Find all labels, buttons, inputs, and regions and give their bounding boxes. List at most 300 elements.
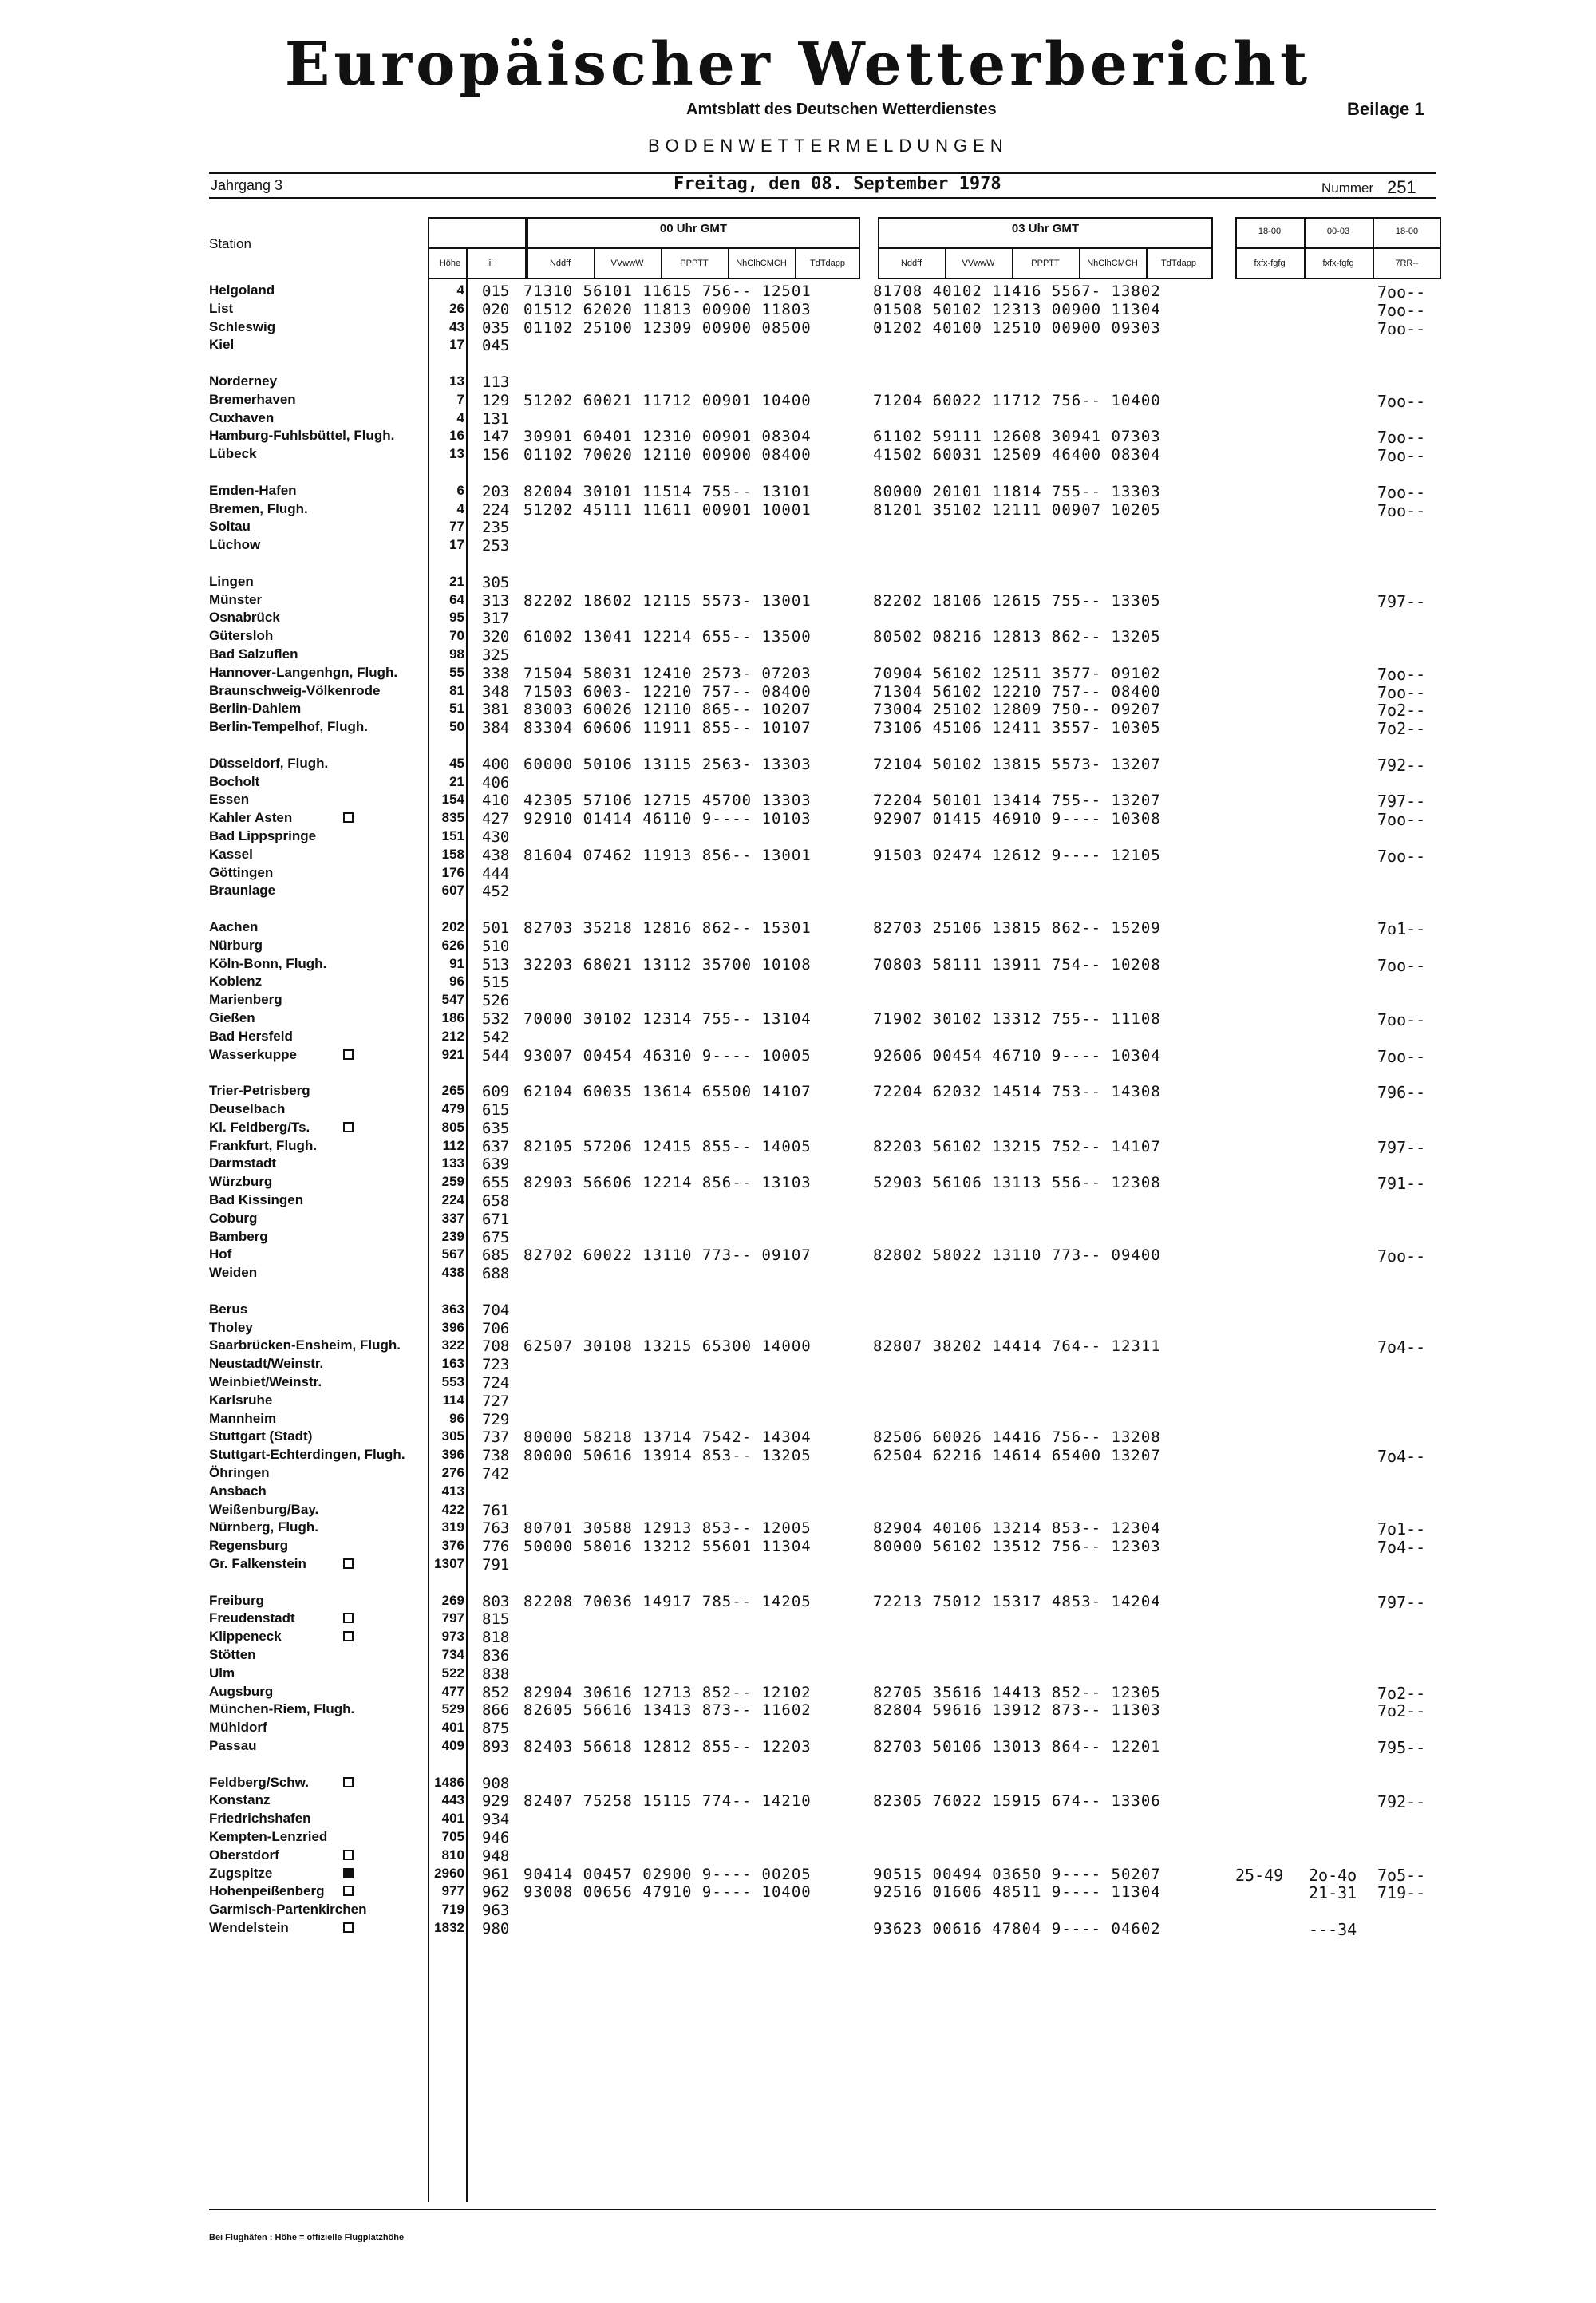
station-name: Oberstdorf — [209, 1847, 279, 1863]
station-number: 313 — [482, 591, 510, 610]
station-hoehe: 21 — [449, 773, 464, 789]
station-name: Hannover-Langenhgn, Flugh. — [209, 664, 398, 680]
station-number: 635 — [482, 1119, 510, 1137]
station-hoehe: 479 — [441, 1101, 464, 1116]
station-hoehe: 17 — [449, 337, 464, 353]
station-number: 675 — [482, 1228, 510, 1246]
station-name: Saarbrücken-Ensheim, Flugh. — [209, 1337, 401, 1353]
obs-03utc: 82703 50106 13013 864-- 12201 — [873, 1738, 1161, 1756]
station-hoehe: 163 — [441, 1356, 464, 1372]
station-row — [0, 810, 1596, 828]
station-name: Bad Lippspringe — [209, 828, 317, 843]
station-name: Passau — [209, 1738, 257, 1753]
station-number: 803 — [482, 1592, 510, 1610]
station-row — [0, 756, 1596, 774]
column-header: Nddff — [549, 259, 571, 268]
column-header: TdTdapp — [809, 259, 846, 268]
jahrgang: Jahrgang 3 — [211, 177, 283, 193]
station-row — [0, 1738, 1596, 1756]
precip-7rr: 7oo-- — [1377, 428, 1426, 448]
station-hoehe: 305 — [441, 1428, 464, 1444]
open-square-icon — [343, 1631, 354, 1641]
report-title: Europäischer Wetterbericht — [284, 30, 1312, 99]
station-name: Aachen — [209, 919, 259, 934]
hdr-divider — [527, 247, 860, 249]
station-row — [0, 938, 1596, 956]
station-number: 438 — [482, 846, 510, 864]
precip-7rr: 7o2-- — [1377, 1701, 1426, 1721]
station-hoehe: 112 — [442, 1137, 464, 1153]
station-row — [0, 719, 1596, 737]
obs-00utc: 42305 57106 12715 45700 13303 — [523, 792, 812, 810]
station-name: Öhringen — [209, 1465, 270, 1480]
station-hoehe: 1832 — [434, 1920, 464, 1935]
gust-00-03: ---34 — [1309, 1920, 1357, 1939]
obs-00utc: 82903 56606 12214 856-- 13103 — [523, 1174, 812, 1192]
column-header: fxfx-fgfg — [1254, 259, 1286, 268]
obs-03utc: 72213 75012 15317 4853- 14204 — [873, 1592, 1161, 1610]
station-row — [0, 919, 1596, 938]
precip-7rr: 797-- — [1377, 1592, 1426, 1612]
group03-title: 03 Uhr GMT — [1011, 222, 1080, 235]
station-hoehe: 4 — [456, 409, 464, 425]
station-row — [0, 301, 1596, 319]
station-name: Koblenz — [209, 974, 263, 990]
station-name: Düsseldorf, Flugh. — [209, 755, 329, 771]
precip-7rr: 7oo-- — [1377, 318, 1426, 338]
obs-00utc: 01102 25100 12309 00900 08500 — [523, 318, 812, 337]
station-name: München-Riem, Flugh. — [209, 1701, 355, 1717]
obs-03utc: 82202 18106 12615 755-- 13305 — [873, 591, 1161, 610]
open-square-icon — [343, 812, 354, 823]
precip-7rr: 7oo-- — [1377, 391, 1426, 411]
station-hoehe: 95 — [449, 610, 464, 626]
gust-18-00: 25-49 — [1235, 1865, 1284, 1885]
precip-7rr: 7oo-- — [1377, 282, 1426, 302]
station-number: 513 — [482, 955, 510, 974]
station-number: 501 — [482, 919, 510, 937]
station-row — [0, 1665, 1596, 1684]
station-hoehe: 322 — [441, 1337, 464, 1353]
station-row — [0, 974, 1596, 992]
station-row — [0, 792, 1596, 810]
station-number: 156 — [482, 446, 510, 464]
station-number: 113 — [482, 373, 510, 391]
station-hoehe: 6 — [456, 482, 464, 498]
station-name: Gütersloh — [209, 628, 274, 644]
station-hoehe: 1307 — [434, 1556, 464, 1571]
station-number: 131 — [482, 409, 510, 428]
hdr-divider — [878, 247, 1213, 249]
station-name: Kassel — [209, 846, 253, 862]
column-header: VVwwW — [962, 259, 995, 268]
station-name: Ulm — [209, 1665, 235, 1681]
obs-00utc: 32203 68021 13112 35700 10108 — [523, 955, 812, 974]
station-number: 147 — [482, 428, 510, 446]
station-number: 655 — [482, 1174, 510, 1192]
station-number: 203 — [482, 482, 510, 500]
station-hoehe: 45 — [449, 755, 464, 771]
station-hoehe: 21 — [449, 573, 464, 589]
station-number: 836 — [482, 1647, 510, 1665]
obs-00utc: 80701 30588 12913 853-- 12005 — [523, 1519, 812, 1538]
station-row — [0, 1829, 1596, 1847]
precip-7rr: 7oo-- — [1377, 1246, 1426, 1266]
station-number: 400 — [482, 755, 510, 773]
station-hoehe: 409 — [441, 1738, 464, 1753]
station-hoehe: 1486 — [434, 1774, 464, 1790]
obs-03utc: 01508 50102 12313 00900 11304 — [873, 300, 1161, 318]
station-number: 724 — [482, 1374, 510, 1392]
station-hoehe: 522 — [441, 1665, 464, 1681]
station-hoehe: 553 — [441, 1374, 464, 1389]
open-square-icon — [343, 1049, 354, 1060]
station-number: 963 — [482, 1902, 510, 1920]
station-name: Bad Kissingen — [209, 1192, 304, 1207]
station-row — [0, 1883, 1596, 1902]
precip-7rr: 7oo-- — [1377, 1046, 1426, 1066]
obs-03utc: 82705 35616 14413 852-- 12305 — [873, 1683, 1161, 1701]
station-number: 020 — [482, 300, 510, 318]
station-number: 729 — [482, 1410, 510, 1428]
obs-00utc: 80000 50616 13914 853-- 13205 — [523, 1447, 812, 1465]
station-name: Bocholt — [209, 773, 260, 789]
filled-square-icon — [343, 1868, 354, 1878]
station-name: Augsburg — [209, 1683, 274, 1699]
report-subtitle: Amtsblatt des Deutschen Wetterdienstes — [686, 101, 997, 118]
station-number: 727 — [482, 1392, 510, 1410]
station-number: 609 — [482, 1083, 510, 1101]
station-name: Nürburg — [209, 937, 263, 953]
station-name: Weinbiet/Weinstr. — [209, 1374, 322, 1389]
station-name: Wendelstein — [209, 1920, 289, 1935]
station-hoehe: 239 — [441, 1228, 464, 1244]
station-name: Braunlage — [209, 883, 276, 899]
station-hoehe: 805 — [441, 1119, 464, 1135]
obs-00utc: 82407 75258 15115 774-- 14210 — [523, 1792, 812, 1811]
precip-7rr: 792-- — [1377, 755, 1426, 775]
precip-7rr: 7o1-- — [1377, 919, 1426, 938]
station-name: Friedrichshafen — [209, 1811, 311, 1827]
obs-00utc: 93007 00454 46310 9---- 10005 — [523, 1046, 812, 1065]
station-hoehe: 547 — [441, 992, 464, 1008]
station-number: 325 — [482, 646, 510, 664]
station-hoehe: 7 — [456, 391, 464, 407]
obs-00utc: 82702 60022 13110 773-- 09107 — [523, 1246, 812, 1265]
obs-03utc: 80502 08216 12813 862-- 13205 — [873, 628, 1161, 646]
station-row — [0, 428, 1596, 446]
obs-00utc: 82904 30616 12713 852-- 12102 — [523, 1683, 812, 1701]
obs-03utc: 82802 58022 13110 773-- 09400 — [873, 1246, 1161, 1265]
station-number: 637 — [482, 1137, 510, 1155]
station-hoehe: 797 — [441, 1610, 464, 1626]
station-hoehe: 70 — [449, 628, 464, 644]
station-row — [0, 1847, 1596, 1866]
open-square-icon — [343, 1922, 354, 1933]
station-row — [0, 1211, 1596, 1229]
station-number: 761 — [482, 1501, 510, 1519]
station-row — [0, 446, 1596, 464]
station-row — [0, 1192, 1596, 1211]
station-row — [0, 865, 1596, 883]
station-row — [0, 501, 1596, 519]
station-number: 776 — [482, 1538, 510, 1556]
obs-00utc: 71310 56101 11615 756-- 12501 — [523, 282, 812, 300]
station-name: Lübeck — [209, 446, 257, 462]
column-header: PPPTT — [1031, 259, 1060, 268]
station-row — [0, 1083, 1596, 1101]
obs-00utc: 60000 50106 13115 2563- 13303 — [523, 755, 812, 773]
obs-00utc: 82105 57206 12415 855-- 14005 — [523, 1137, 812, 1155]
column-header: TdTdapp — [1160, 259, 1197, 268]
precip-7rr: 7o4-- — [1377, 1337, 1426, 1357]
station-name: Kl. Feldberg/Ts. — [209, 1119, 310, 1135]
station-name: Würzburg — [209, 1174, 273, 1190]
station-number: 615 — [482, 1101, 510, 1119]
station-name: Weiden — [209, 1265, 258, 1281]
station-row — [0, 1101, 1596, 1120]
precip-7rr: 7oo-- — [1377, 664, 1426, 684]
station-hoehe: 265 — [441, 1083, 464, 1099]
station-number: 639 — [482, 1155, 510, 1174]
station-hoehe: 96 — [449, 974, 464, 990]
station-number: 763 — [482, 1519, 510, 1538]
station-name: Marienberg — [209, 992, 282, 1008]
station-name: List — [209, 300, 234, 316]
station-row — [0, 1374, 1596, 1392]
precip-7rr: 7o4-- — [1377, 1538, 1426, 1558]
station-hoehe: 151 — [441, 828, 464, 843]
obs-03utc: 91503 02474 12612 9---- 12105 — [873, 846, 1161, 864]
station-number: 934 — [482, 1811, 510, 1829]
station-name: Stuttgart-Echterdingen, Flugh. — [209, 1447, 405, 1463]
station-hoehe: 438 — [441, 1265, 464, 1281]
station-hoehe: 376 — [441, 1538, 464, 1554]
station-row — [0, 1265, 1596, 1283]
precip-7rr: 7o1-- — [1377, 1519, 1426, 1539]
station-row — [0, 1519, 1596, 1538]
station-hoehe: 158 — [441, 846, 464, 862]
station-name: Kempten-Lenzried — [209, 1829, 328, 1844]
station-row — [0, 1902, 1596, 1920]
station-number: 688 — [482, 1265, 510, 1283]
station-name: Lingen — [209, 573, 254, 589]
station-name: Braunschweig-Völkenrode — [209, 682, 381, 698]
station-hoehe: 55 — [449, 664, 464, 680]
station-row — [0, 1610, 1596, 1629]
station-name: Nürnberg, Flugh. — [209, 1519, 318, 1535]
precip-7rr: 7oo-- — [1377, 810, 1426, 830]
precip-7rr: 7o4-- — [1377, 1447, 1426, 1467]
station-name: Emden-Hafen — [209, 482, 297, 498]
station-name: Kiel — [209, 337, 235, 353]
column-header: 18-00 — [1258, 227, 1282, 236]
station-name: Ansbach — [209, 1483, 267, 1499]
precip-7rr: 797-- — [1377, 1137, 1426, 1157]
obs-00utc: 62104 60035 13614 65500 14107 — [523, 1083, 812, 1101]
station-name: Schleswig — [209, 318, 276, 334]
station-row — [0, 483, 1596, 501]
station-name: Cuxhaven — [209, 409, 275, 425]
station-name: Tholey — [209, 1319, 253, 1335]
obs-00utc: 82208 70036 14917 785-- 14205 — [523, 1592, 812, 1610]
station-hoehe: 567 — [441, 1246, 464, 1262]
station-number: 737 — [482, 1428, 510, 1447]
station-hoehe: 64 — [449, 591, 464, 607]
obs-03utc: 72204 62032 14514 753-- 14308 — [873, 1083, 1161, 1101]
precip-7rr: 7oo-- — [1377, 300, 1426, 320]
obs-03utc: 90515 00494 03650 9---- 50207 — [873, 1865, 1161, 1883]
station-hoehe: 43 — [449, 318, 464, 334]
station-name: Köln-Bonn, Flugh. — [209, 955, 327, 971]
station-hoehe: 973 — [441, 1629, 464, 1645]
station-hoehe: 114 — [442, 1392, 464, 1408]
station-name: Osnabrück — [209, 610, 280, 626]
station-number: 658 — [482, 1192, 510, 1210]
station-row — [0, 847, 1596, 865]
obs-00utc: 83003 60026 12110 865-- 10207 — [523, 701, 812, 719]
station-name: Garmisch-Partenkirchen — [209, 1902, 367, 1918]
station-hoehe: 26 — [449, 300, 464, 316]
station-row — [0, 665, 1596, 683]
station-name: Berus — [209, 1301, 248, 1317]
station-hoehe: 276 — [441, 1465, 464, 1480]
precip-7rr: 7oo-- — [1377, 446, 1426, 466]
open-square-icon — [343, 1850, 354, 1860]
station-hoehe: 51 — [449, 701, 464, 717]
station-name: Kahler Asten — [209, 810, 293, 826]
station-hoehe: 224 — [441, 1192, 464, 1207]
column-header: fxfx-fgfg — [1322, 259, 1354, 268]
station-name: Lüchow — [209, 537, 261, 553]
header-rule — [209, 197, 1436, 199]
station-hoehe: 626 — [441, 937, 464, 953]
iii-header: iii — [487, 259, 493, 268]
station-row — [0, 537, 1596, 555]
station-number: 866 — [482, 1701, 510, 1720]
precip-7rr: 797-- — [1377, 792, 1426, 812]
station-name: Karlsruhe — [209, 1392, 273, 1408]
station-hoehe: 13 — [449, 373, 464, 389]
station-hoehe: 133 — [441, 1155, 464, 1171]
station-name: Bremen, Flugh. — [209, 500, 308, 516]
obs-03utc: 82807 38202 14414 764-- 12311 — [873, 1337, 1161, 1356]
station-hoehe: 401 — [441, 1720, 464, 1736]
station-row — [0, 282, 1596, 301]
station-row — [0, 1229, 1596, 1247]
station-number: 791 — [482, 1556, 510, 1574]
station-name: Helgoland — [209, 282, 275, 298]
obs-03utc: 82904 40106 13214 853-- 12304 — [873, 1519, 1161, 1538]
station-hoehe: 810 — [441, 1847, 464, 1863]
station-row — [0, 1174, 1596, 1192]
precip-7rr: 7oo-- — [1377, 682, 1426, 702]
station-row — [0, 1337, 1596, 1356]
obs-00utc: 92910 01414 46110 9---- 10103 — [523, 810, 812, 828]
precip-7rr: 791-- — [1377, 1174, 1426, 1194]
station-hoehe: 91 — [449, 955, 464, 971]
station-hoehe: 977 — [441, 1883, 464, 1899]
hdr-divider — [1235, 247, 1441, 249]
station-number: 452 — [482, 883, 510, 901]
station-name: Hohenpeißenberg — [209, 1883, 325, 1899]
obs-00utc: 50000 58016 13212 55601 11304 — [523, 1538, 812, 1556]
station-number: 430 — [482, 828, 510, 846]
station-number: 305 — [482, 573, 510, 591]
station-row — [0, 1010, 1596, 1029]
station-row — [0, 1302, 1596, 1320]
station-number: 045 — [482, 337, 510, 355]
station-row — [0, 1792, 1596, 1811]
section-title: BODENWETTERMELDUNGEN — [648, 136, 1009, 156]
station-number: 035 — [482, 318, 510, 337]
station-row — [0, 373, 1596, 392]
station-row — [0, 1720, 1596, 1738]
station-name: Bad Salzuflen — [209, 646, 298, 662]
footnote: Bei Flughäfen : Höhe = offizielle Flugplatzhöhe — [209, 2233, 405, 2242]
station-name: Freiburg — [209, 1592, 264, 1608]
column-header: 7RR-- — [1395, 259, 1419, 268]
station-hoehe: 269 — [441, 1592, 464, 1608]
precip-7rr: 792-- — [1377, 1792, 1426, 1812]
station-row — [0, 610, 1596, 628]
station-row — [0, 1392, 1596, 1411]
obs-00utc: 93008 00656 47910 9---- 10400 — [523, 1883, 812, 1902]
station-hoehe: 4 — [456, 500, 464, 516]
station-hoehe: 719 — [441, 1902, 464, 1918]
obs-03utc: 82305 76022 15915 674-- 13306 — [873, 1792, 1161, 1811]
station-number: 253 — [482, 537, 510, 555]
station-hoehe: 529 — [441, 1701, 464, 1717]
obs-00utc: 82004 30101 11514 755-- 13101 — [523, 482, 812, 500]
station-number: 406 — [482, 773, 510, 792]
precip-7rr: 7oo-- — [1377, 846, 1426, 866]
station-name: Gießen — [209, 1010, 255, 1025]
precip-7rr: 7oo-- — [1377, 500, 1426, 520]
station-number: 224 — [482, 500, 510, 519]
obs-03utc: 70803 58111 13911 754-- 10208 — [873, 955, 1161, 974]
station-number: 532 — [482, 1010, 510, 1028]
column-header: NhClhCMCH — [736, 259, 787, 268]
obs-00utc: 81604 07462 11913 856-- 13001 — [523, 846, 812, 864]
obs-03utc: 61102 59111 12608 30941 07303 — [873, 428, 1161, 446]
station-hoehe: 396 — [441, 1319, 464, 1335]
station-row — [0, 701, 1596, 719]
precip-7rr: 7oo-- — [1377, 1010, 1426, 1029]
obs-03utc: 71204 60022 11712 756-- 10400 — [873, 391, 1161, 409]
station-hoehe: 212 — [441, 1028, 464, 1044]
station-number: 708 — [482, 1337, 510, 1356]
bottom-rule — [209, 2209, 1436, 2210]
station-name: Stötten — [209, 1647, 256, 1662]
station-name: Soltau — [209, 519, 251, 535]
station-row — [0, 1483, 1596, 1502]
station-row — [0, 392, 1596, 410]
station-hoehe: 921 — [441, 1046, 464, 1062]
station-hoehe: 81 — [449, 682, 464, 698]
obs-00utc: 01102 70020 12110 00900 08400 — [523, 446, 812, 464]
station-row — [0, 519, 1596, 537]
station-row — [0, 1593, 1596, 1611]
station-hoehe: 77 — [449, 519, 464, 535]
station-row — [0, 337, 1596, 355]
obs-00utc: 90414 00457 02900 9---- 00205 — [523, 1865, 812, 1883]
obs-00utc: 82403 56618 12812 855-- 12203 — [523, 1738, 812, 1756]
obs-03utc: 82804 59616 13912 873-- 11303 — [873, 1701, 1161, 1720]
station-hoehe: 50 — [449, 719, 464, 735]
precip-7rr: 796-- — [1377, 1083, 1426, 1103]
hoehe-header: Höhe — [439, 259, 461, 268]
